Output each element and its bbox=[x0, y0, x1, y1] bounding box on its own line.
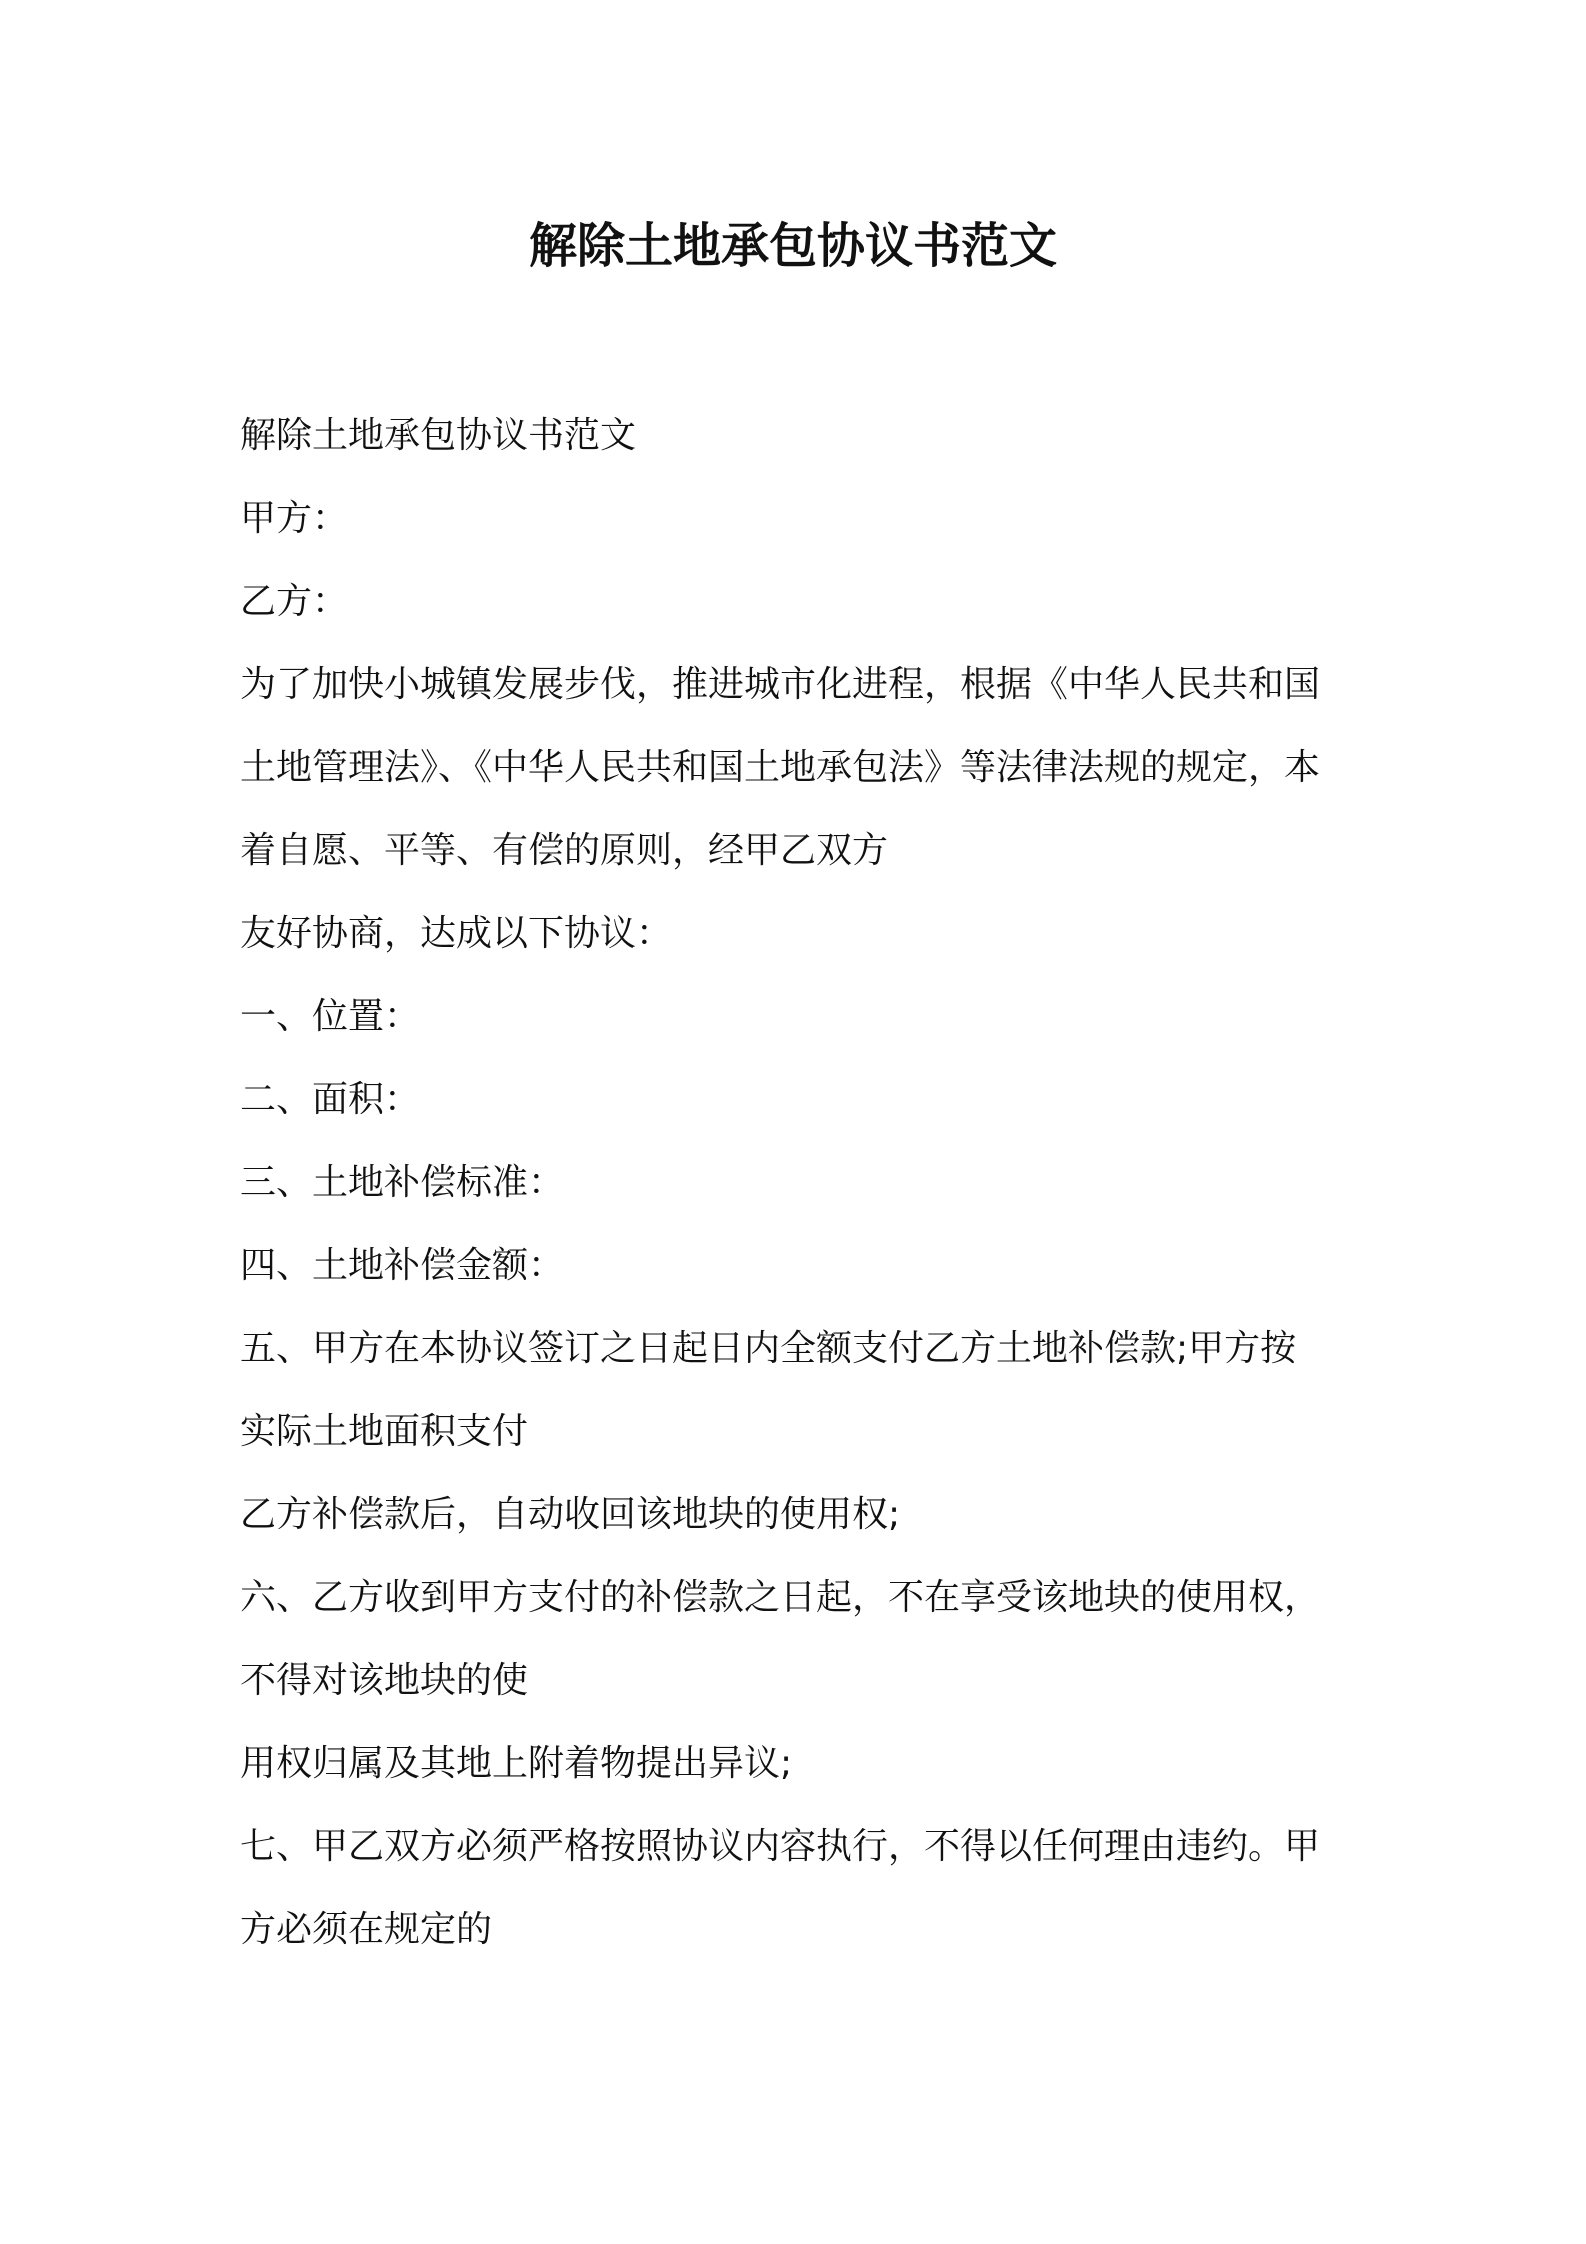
clause-five-continued: 乙方补偿款后，自动收回该地块的使用权; bbox=[240, 1494, 901, 1535]
clause-compensation-standard: 三、土地补偿标准： bbox=[240, 1162, 565, 1203]
clause-six: 六、乙方收到甲方支付的补偿款之日起，不在享受该地块的使用权， bbox=[240, 1577, 1321, 1618]
document-title: 解除土地承包协议书范文 bbox=[528, 218, 1057, 274]
clause-five: 五、甲方在本协议签订之日起日内全额支付乙方土地补偿款;甲方按 bbox=[240, 1328, 1297, 1369]
body-line: 着自愿、平等、有偿的原则，经甲乙双方 bbox=[240, 830, 889, 871]
clause-seven-continued: 方必须在规定的 bbox=[240, 1909, 493, 1950]
party-b-line: 乙方： bbox=[240, 581, 349, 622]
clause-six-continued: 不得对该地块的使 bbox=[240, 1660, 529, 1701]
body-line: 土地管理法》、《中华人民共和国土地承包法》等法律法规的规定，本 bbox=[240, 747, 1321, 788]
clause-seven: 七、甲乙双方必须严格按照协议内容执行，不得以任何理由违约。甲 bbox=[240, 1826, 1321, 1867]
clause-six-continued: 用权归属及其地上附着物提出异议; bbox=[240, 1743, 793, 1784]
clause-location: 一、位置： bbox=[240, 996, 421, 1037]
clause-compensation-amount: 四、土地补偿金额： bbox=[240, 1245, 565, 1286]
clause-five-continued: 实际土地面积支付 bbox=[240, 1411, 529, 1452]
body-line-heading: 解除土地承包协议书范文 bbox=[240, 415, 637, 456]
body-line: 为了加快小城镇发展步伐，推进城市化进程，根据《中华人民共和国 bbox=[240, 664, 1321, 705]
body-line: 友好协商，达成以下协议： bbox=[240, 913, 673, 954]
party-a-line: 甲方： bbox=[240, 498, 349, 539]
clause-area: 二、面积： bbox=[240, 1079, 421, 1120]
